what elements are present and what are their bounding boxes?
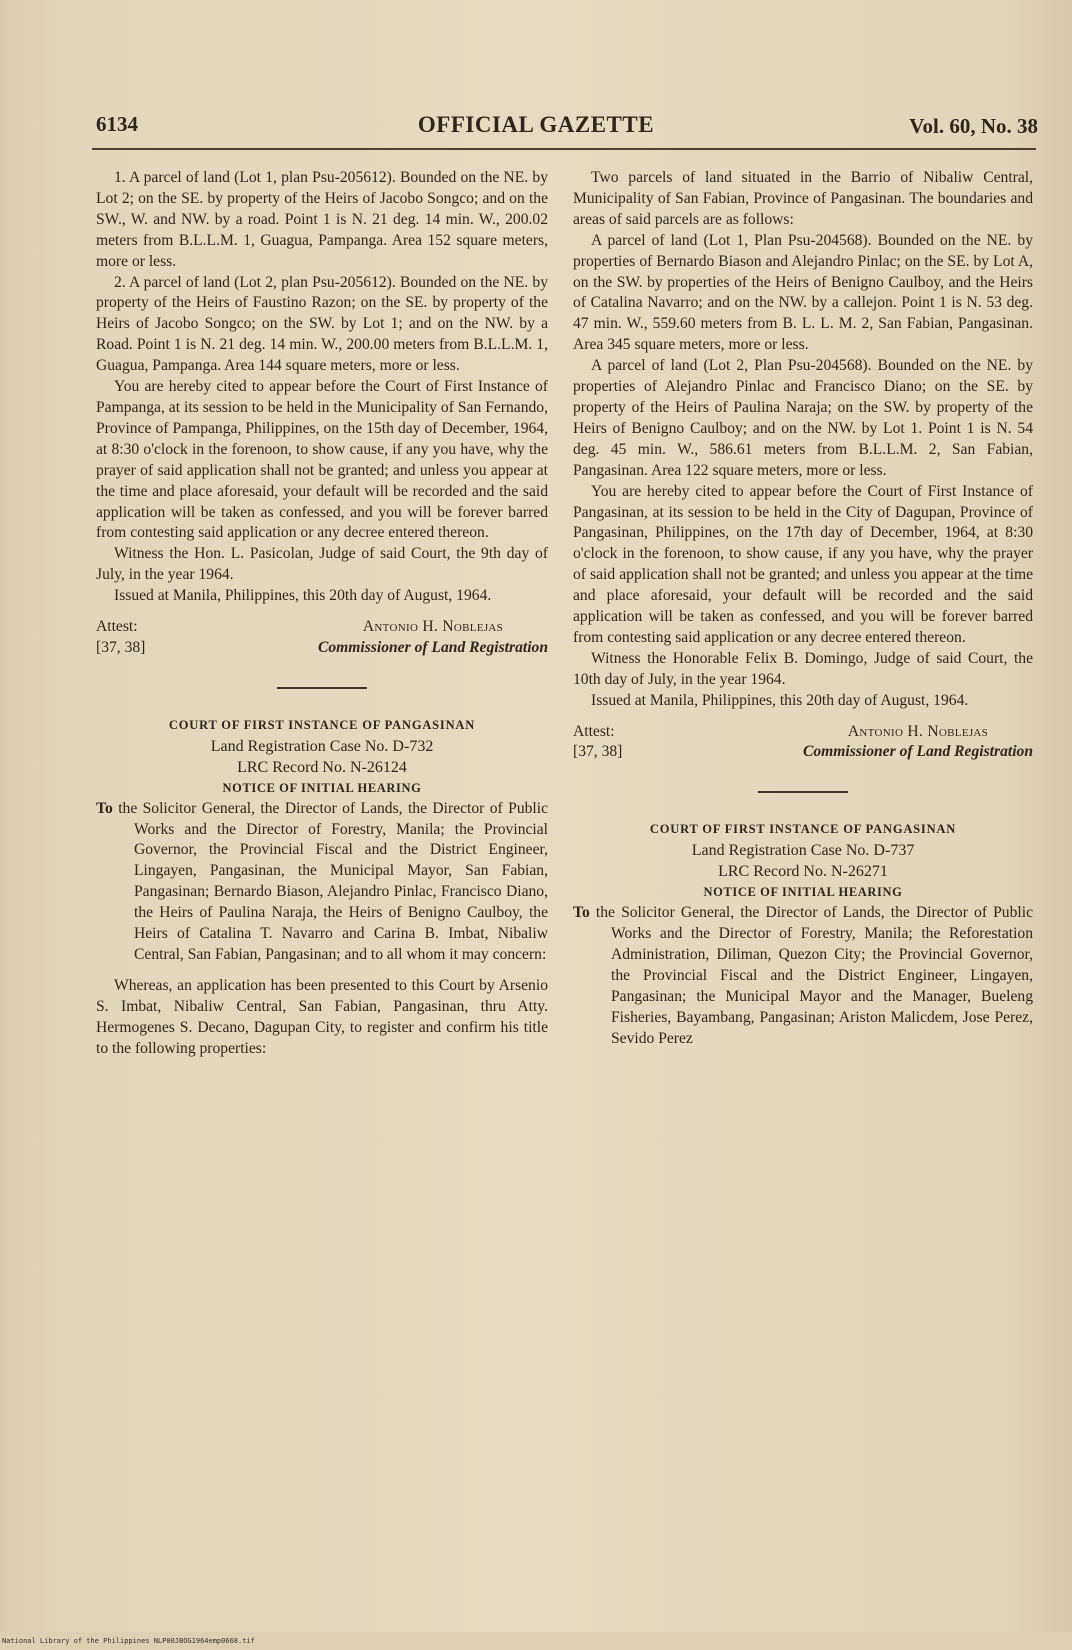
attest-left bbox=[573, 722, 622, 764]
court-heading: COURT OF FIRST INSTANCE OF PANGASINAN bbox=[649, 822, 957, 837]
signatory-title: Commissioner of Land Registration bbox=[802, 743, 1033, 761]
addressees-text: the Solicitor General, the Director of Lands, the Director of Public Works and the Director of Forestry, Manila; the Provincial Governor, the Provincial Fiscal and the District Engineer, Lingayen, Pangasinan, the Municipal Mayor, San Fabian, Pangasinan; Bernardo Biason, Alejandro Pinlac, Francisco Diano, the Heirs of Paulina Naraja, the Heirs of Benigno Caulboy, the Heirs of Catalina T. Navarro and Carina B. Imbat, Nibaliw Central, San Fabian, Pangasinan; and to all whom it may concern: bbox=[118, 799, 548, 963]
section-separator bbox=[758, 791, 848, 793]
case-number: Land Registration Case No. D-737 bbox=[691, 842, 915, 860]
scan-source-footer: National Library of the Philippines NLP00JBOG1964emp0668.tif bbox=[2, 1637, 255, 1645]
citation-paragraph: You are hereby cited to appear before the Court of First Instance of Pampanga, at its session to be held in the Municipality of San Fernando, Province of Pampanga, Philippines, on the 15th day of December, 1964, at 8:30 o'clock in the forenoon, to show cause, if any you have, why the prayer of said application shall not be granted; and unless you appear at the time and place aforesaid, your default will be recorded and the said application will be taken as confessed, and you will be forever barred from contesting said application or any decree entered thereon. bbox=[96, 378, 548, 542]
attestation-block bbox=[573, 722, 1033, 764]
attest-label: Attest: bbox=[573, 722, 615, 740]
to-prefix: To bbox=[573, 904, 590, 922]
right-column bbox=[573, 168, 1033, 1050]
addressees-paragraph bbox=[573, 903, 1033, 1049]
lrc-record-number: LRC Record No. N-26124 bbox=[237, 758, 407, 776]
addressees-text: the Solicitor General, the Director of Lands, the Director of Public Works and the Director of Forestry, Manila; the Reforestation Administration, Diliman, Quezon City; the Provincial Governor, the Provincial Fiscal and the District Engineer, Lingayen, Pangasinan; the Municipal Mayor and the Manager, Bueleng Fisheries, Bayambang, Pangasinan; Ariston Malicdem, Jose Perez, Sevido Perez bbox=[595, 904, 1033, 1047]
publication-title: OFFICIAL GAZETTE bbox=[417, 112, 655, 137]
attest-reference: [37, 38] bbox=[573, 743, 623, 761]
attest-left bbox=[96, 617, 145, 659]
addressees-paragraph bbox=[96, 799, 548, 966]
page-header bbox=[0, 112, 1072, 146]
witness-paragraph: Witness the Honorable Felix B. Domingo, Judge of said Court, the 10th day of July, in the year 1964. bbox=[573, 649, 1033, 688]
witness-paragraph: Witness the Hon. L. Pasicolan, Judge of said Court, the 9th day of July, in the year 1964. bbox=[96, 545, 548, 584]
issued-paragraph: Issued at Manila, Philippines, this 20th day of August, 1964. bbox=[114, 587, 492, 605]
whereas-paragraph: Whereas, an application has been presented to this Court by Arsenio S. Imbat, Nibaliw Central, San Fabian, Pangasinan, thru Atty. Hermogenes S. Decano, Dagupan City, to register and confirm his title to the following properties: bbox=[96, 976, 548, 1057]
page-number: 6134 bbox=[96, 112, 138, 136]
lrc-record-number: LRC Record No. N-26271 bbox=[718, 863, 888, 881]
attest-signatory bbox=[318, 617, 548, 659]
parcel-1-description: A parcel of land (Lot 1, Plan Psu-204568). Bounded on the NE. by properties of Bernardo Biason and Alejandro Pinlac; on the SE. by Lot A, on the SW. by properties of the Heirs of Benigno Caulboy, and the Heirs of Catalina Navarro; and on the NW. by a callejon. Point 1 is N. 53 deg. 47 min. W., 559.60 meters from B. L. L. M. 2, San Fabian, Pangasinan. Area 345 square meters, more or less. bbox=[573, 231, 1033, 354]
to-prefix: To bbox=[96, 799, 113, 817]
attest-label: Attest: bbox=[96, 618, 138, 636]
case-number: Land Registration Case No. D-732 bbox=[210, 737, 434, 755]
notice-heading: NOTICE OF INITIAL HEARING bbox=[703, 885, 903, 900]
attest-signatory bbox=[803, 722, 1033, 764]
signatory-name: Antonio H. Noblejas bbox=[362, 618, 504, 636]
citation-paragraph: You are hereby cited to appear before the Court of First Instance of Pangasinan, at its session to be held in the City of Dagupan, Province of Pangasinan, Philippines, on the 17th day of December, 1964, at 8:30 o'clock in the forenoon, to show cause, if any you have, why the prayer of said application shall not be granted; and unless you appear at the time and place aforesaid, your default will be recorded and the said application will be taken as confessed, and you will be forever barred from contesting said application or any decree entered thereon. bbox=[573, 482, 1033, 646]
left-column bbox=[96, 168, 548, 1060]
parcel-2-description: 2. A parcel of land (Lot 2, plan Psu-205612). Bounded on the NE. by property of the Heirs of Faustino Razon; on the SE. by property of the Heirs of Jacobo Songco; on the SW. by Lot 1; and on the NW. by a Road. Point 1 is N. 21 deg. 14 min. W., 200.00 meters from B.L.L.M. 1, Guagua, Pampanga. Area 144 square meters, more or less. bbox=[96, 273, 548, 375]
signatory-title: Commissioner of Land Registration bbox=[317, 638, 548, 656]
volume-number: Vol. 60, No. 38 bbox=[909, 114, 1038, 138]
court-heading: COURT OF FIRST INSTANCE OF PANGASINAN bbox=[168, 717, 476, 732]
parcels-intro: Two parcels of land situated in the Barrio of Nibaliw Central, Municipality of San Fabian, Province of Pangasinan. The boundaries and areas of said parcels are as follows: bbox=[573, 169, 1033, 228]
parcel-2-description: A parcel of land (Lot 2, Plan Psu-204568). Bounded on the NE. by properties of Alejandro Pinlac and Francisco Diano; on the SE. by property of the Heirs of Paulina Naraja; on the SW. by property of the Heirs of Benigno Caulboy; and on the NW. by Lot 1. Point 1 is N. 54 deg. 45 min. W., 586.61 meters from B.L.L.M. 2, San Fabian, Pangasinan. Area 122 square meters, more or less. bbox=[573, 357, 1033, 479]
section-separator bbox=[277, 687, 367, 689]
parcel-1-description: 1. A parcel of land (Lot 1, plan Psu-205612). Bounded on the NE. by Lot 2; on the SE. by property of the Heirs of Jacobo Songco; and on the SW., W. and NW. by a road. Point 1 is N. 21 deg. 14 min. W., 200.02 meters from B.L.L.M. 1, Guagua, Pampanga. Area 152 square meters, more or less. bbox=[96, 169, 548, 270]
signatory-name: Antonio H. Noblejas bbox=[847, 722, 989, 740]
attestation-block bbox=[96, 617, 548, 659]
issued-paragraph: Issued at Manila, Philippines, this 20th day of August, 1964. bbox=[591, 691, 969, 709]
notice-heading: NOTICE OF INITIAL HEARING bbox=[222, 780, 422, 795]
attest-reference: [37, 38] bbox=[96, 638, 146, 656]
header-rule bbox=[92, 148, 1036, 150]
